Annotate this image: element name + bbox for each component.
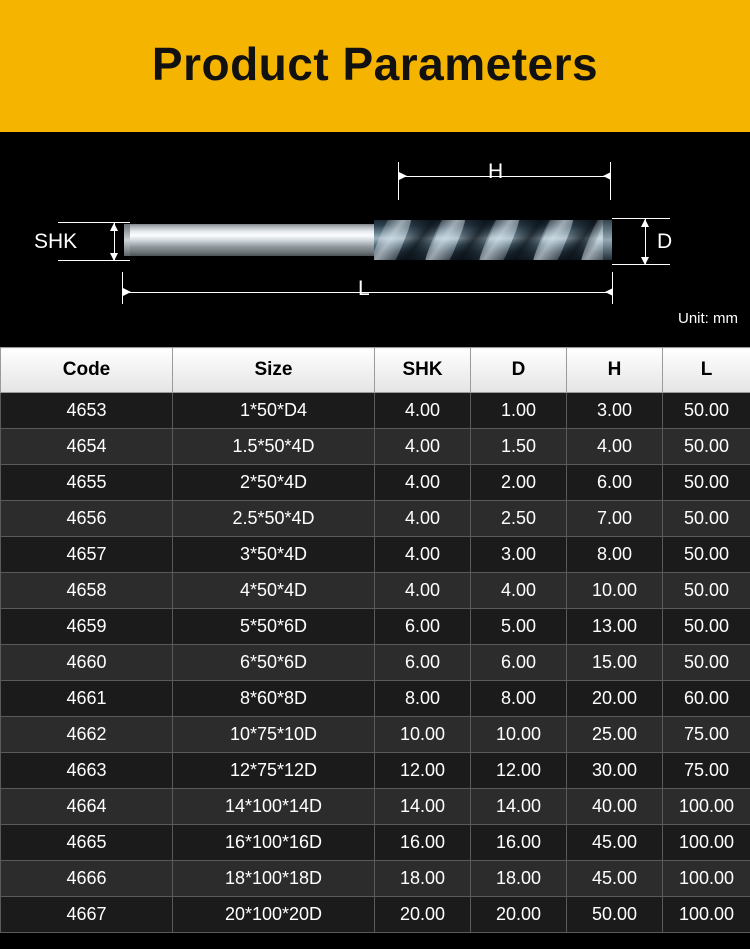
parameters-table	[0, 347, 750, 933]
table-cell-h: 7.00	[567, 501, 663, 537]
table-cell-code: 4662	[1, 717, 173, 753]
dimension-label-h: H	[488, 160, 504, 183]
table-cell-shk: 16.00	[375, 825, 471, 861]
table-cell-code: 4663	[1, 753, 173, 789]
table-cell-code: 4659	[1, 609, 173, 645]
table-cell-h: 30.00	[567, 753, 663, 789]
table-row	[1, 537, 750, 573]
table-cell-h: 13.00	[567, 609, 663, 645]
dimension-tick	[398, 162, 399, 200]
table-body	[1, 393, 750, 933]
table-cell-l: 100.00	[663, 825, 750, 861]
column-header-l: L	[663, 348, 750, 393]
table-cell-l: 75.00	[663, 753, 750, 789]
table-row	[1, 465, 750, 501]
table-cell-h: 3.00	[567, 393, 663, 429]
table-row	[1, 681, 750, 717]
dimension-tick	[610, 162, 611, 200]
column-header-d: D	[471, 348, 567, 393]
tool-shank-end	[124, 224, 130, 256]
table-row	[1, 501, 750, 537]
table-cell-h: 15.00	[567, 645, 663, 681]
table-row	[1, 573, 750, 609]
table-cell-size: 8*60*8D	[173, 681, 375, 717]
dimension-arrow-icon	[605, 288, 613, 296]
table-cell-shk: 8.00	[375, 681, 471, 717]
table-cell-d: 16.00	[471, 825, 567, 861]
table-row	[1, 429, 750, 465]
table-cell-shk: 4.00	[375, 537, 471, 573]
table-cell-d: 5.00	[471, 609, 567, 645]
table-cell-size: 1.5*50*4D	[173, 429, 375, 465]
table-cell-shk: 4.00	[375, 393, 471, 429]
dimension-arrow-icon	[123, 288, 131, 296]
dimension-tick	[58, 222, 130, 223]
parameters-table-wrapper	[0, 347, 750, 933]
table-cell-l: 50.00	[663, 393, 750, 429]
table-cell-l: 50.00	[663, 465, 750, 501]
table-cell-h: 10.00	[567, 573, 663, 609]
table-cell-l: 50.00	[663, 429, 750, 465]
unit-note: Unit: mm	[678, 310, 738, 327]
table-row	[1, 897, 750, 933]
dimension-arrow-icon	[641, 219, 649, 227]
table-row	[1, 645, 750, 681]
table-cell-shk: 6.00	[375, 609, 471, 645]
table-cell-size: 4*50*4D	[173, 573, 375, 609]
table-cell-h: 20.00	[567, 681, 663, 717]
table-cell-shk: 14.00	[375, 789, 471, 825]
table-cell-code: 4657	[1, 537, 173, 573]
table-row	[1, 717, 750, 753]
dimension-arrow-icon	[110, 223, 118, 231]
table-cell-l: 60.00	[663, 681, 750, 717]
table-cell-d: 1.00	[471, 393, 567, 429]
table-cell-code: 4660	[1, 645, 173, 681]
table-cell-size: 3*50*4D	[173, 537, 375, 573]
table-cell-h: 40.00	[567, 789, 663, 825]
column-header-shk: SHK	[375, 348, 471, 393]
table-cell-code: 4653	[1, 393, 173, 429]
tool-cutting-tip	[603, 220, 612, 260]
dimension-arrow-icon	[110, 253, 118, 261]
table-cell-size: 1*50*D4	[173, 393, 375, 429]
table-cell-shk: 4.00	[375, 501, 471, 537]
table-row	[1, 609, 750, 645]
table-cell-shk: 12.00	[375, 753, 471, 789]
dimension-label-shk: SHK	[34, 230, 78, 253]
table-row	[1, 825, 750, 861]
tool-flute-section	[374, 220, 612, 260]
dimension-arrow-icon	[641, 257, 649, 265]
table-cell-l: 50.00	[663, 537, 750, 573]
table-cell-l: 50.00	[663, 501, 750, 537]
table-cell-shk: 18.00	[375, 861, 471, 897]
table-cell-d: 18.00	[471, 861, 567, 897]
table-cell-shk: 4.00	[375, 465, 471, 501]
table-cell-code: 4661	[1, 681, 173, 717]
table-cell-code: 4665	[1, 825, 173, 861]
table-cell-l: 50.00	[663, 645, 750, 681]
table-cell-size: 10*75*10D	[173, 717, 375, 753]
table-cell-h: 45.00	[567, 825, 663, 861]
product-diagram	[0, 132, 750, 347]
page-title: Product Parameters	[151, 38, 599, 90]
table-cell-d: 6.00	[471, 645, 567, 681]
table-cell-shk: 6.00	[375, 645, 471, 681]
table-cell-size: 2.5*50*4D	[173, 501, 375, 537]
table-cell-size: 2*50*4D	[173, 465, 375, 501]
dimension-tick	[58, 260, 130, 261]
table-cell-d: 3.00	[471, 537, 567, 573]
table-cell-d: 2.00	[471, 465, 567, 501]
table-cell-size: 14*100*14D	[173, 789, 375, 825]
table-cell-size: 18*100*18D	[173, 861, 375, 897]
table-cell-d: 8.00	[471, 681, 567, 717]
table-cell-d: 4.00	[471, 573, 567, 609]
table-row	[1, 393, 750, 429]
dimension-arrow-icon	[603, 172, 611, 180]
table-cell-d: 1.50	[471, 429, 567, 465]
table-cell-code: 4666	[1, 861, 173, 897]
table-cell-l: 100.00	[663, 789, 750, 825]
table-cell-size: 20*100*20D	[173, 897, 375, 933]
table-cell-shk: 20.00	[375, 897, 471, 933]
table-cell-shk: 10.00	[375, 717, 471, 753]
table-row	[1, 789, 750, 825]
table-cell-code: 4654	[1, 429, 173, 465]
tool-shank	[124, 224, 377, 256]
table-cell-d: 20.00	[471, 897, 567, 933]
table-cell-h: 8.00	[567, 537, 663, 573]
table-cell-code: 4655	[1, 465, 173, 501]
column-header-h: H	[567, 348, 663, 393]
table-header-row	[1, 348, 750, 393]
table-cell-code: 4667	[1, 897, 173, 933]
column-header-code: Code	[1, 348, 173, 393]
table-cell-l: 50.00	[663, 573, 750, 609]
table-cell-h: 4.00	[567, 429, 663, 465]
table-cell-h: 25.00	[567, 717, 663, 753]
table-cell-code: 4658	[1, 573, 173, 609]
table-cell-d: 10.00	[471, 717, 567, 753]
table-cell-h: 45.00	[567, 861, 663, 897]
table-cell-size: 6*50*6D	[173, 645, 375, 681]
table-cell-l: 100.00	[663, 897, 750, 933]
table-cell-shk: 4.00	[375, 573, 471, 609]
table-cell-h: 50.00	[567, 897, 663, 933]
dimension-label-l: L	[358, 277, 370, 300]
table-row	[1, 753, 750, 789]
table-cell-code: 4664	[1, 789, 173, 825]
table-cell-h: 6.00	[567, 465, 663, 501]
table-cell-size: 12*75*12D	[173, 753, 375, 789]
table-cell-d: 12.00	[471, 753, 567, 789]
table-cell-l: 50.00	[663, 609, 750, 645]
end-mill-illustration	[124, 210, 612, 270]
header-banner	[0, 0, 750, 132]
table-cell-size: 16*100*16D	[173, 825, 375, 861]
dimension-label-d: D	[657, 230, 673, 253]
table-cell-l: 100.00	[663, 861, 750, 897]
dimension-arrow-icon	[399, 172, 407, 180]
column-header-size: Size	[173, 348, 375, 393]
table-cell-shk: 4.00	[375, 429, 471, 465]
dimension-line-h	[398, 176, 610, 177]
table-row	[1, 861, 750, 897]
table-cell-size: 5*50*6D	[173, 609, 375, 645]
table-cell-l: 75.00	[663, 717, 750, 753]
table-cell-code: 4656	[1, 501, 173, 537]
table-cell-d: 2.50	[471, 501, 567, 537]
table-cell-d: 14.00	[471, 789, 567, 825]
